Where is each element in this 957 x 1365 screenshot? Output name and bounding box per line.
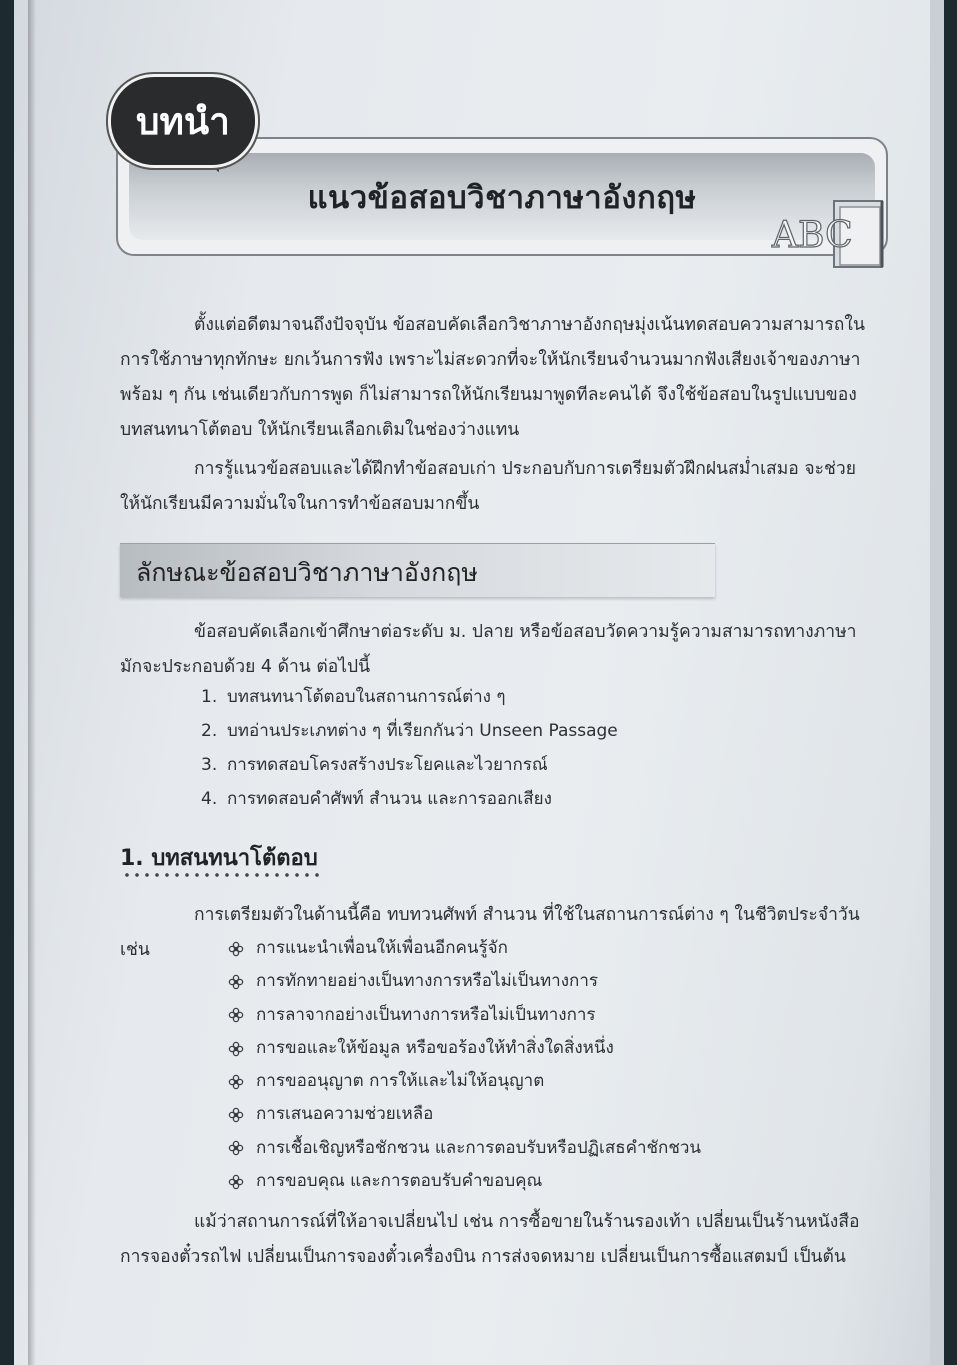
- flower-bullet-icon: [228, 1107, 244, 1123]
- list-text: การขออนุญาต การให้และไม่ให้อนุญาต: [256, 1071, 545, 1092]
- dialogue-intro-text: การเตรียมตัวในด้านนี้คือ ทบทวนศัพท์ สำนวน ที่ใช้ในสถานการณ์ต่าง ๆ ในชีวิตประจำวัน เช่น: [120, 905, 860, 960]
- situation-list: [228, 932, 701, 1198]
- flower-bullet-icon: [228, 1007, 244, 1023]
- page-edge: [930, 0, 944, 1365]
- dialogue-heading: 1. บทสนทนาโต้ตอบ: [120, 846, 318, 871]
- flower-bullet-icon: [228, 1074, 244, 1090]
- list-text: การทักทายอย่างเป็นทางการหรือไม่เป็นทางการ: [256, 971, 598, 992]
- section-paragraph: [120, 615, 895, 685]
- list-text: การขอและให้ข้อมูล หรือขอร้องให้ทำสิ่งใดสิ่งหนึ่ง: [256, 1037, 614, 1058]
- list-item: [201, 680, 618, 714]
- list-item: [201, 714, 618, 748]
- list-item: [228, 1132, 701, 1165]
- closing-line: การจองตั๋วรถไฟ เปลี่ยนเป็นการจองตั๋วเครื่องบิน การส่งจดหมาย เปลี่ยนเป็นการซื้อแสตมป์ เป็นต้น: [120, 1247, 846, 1267]
- intro-p2-line: ให้นักเรียนมีความมั่นใจในการทำข้อสอบมากขึ้น: [120, 494, 480, 514]
- title-banner-inner: [129, 153, 875, 240]
- intro-p1-line2: พร้อม ๆ กัน เช่นเดียวกับการพูด ก็ไม่สามารถให้นักเรียนมาพูดทีละคนได้ จึงใช้ข้อสอบในรูปแบบของ: [120, 385, 857, 405]
- list-item: [228, 999, 701, 1032]
- flower-bullet-icon: [228, 1140, 244, 1156]
- intro-p1-first: ตั้งแต่อดีตมาจนถึงปัจจุบัน ข้อสอบคัดเลือกวิชาภาษาอังกฤษมุ่งเน้นทดสอบความสามารถใน: [194, 315, 865, 335]
- list-text: บทอ่านประเภทต่าง ๆ ที่เรียกกันว่า Unseen Passage: [227, 721, 618, 741]
- intro-paragraph-2: [120, 452, 895, 522]
- page-title: แนวข้อสอบวิชาภาษาอังกฤษ: [307, 179, 697, 216]
- flower-bullet-icon: [228, 941, 244, 957]
- list-text: บทสนทนาโต้ตอบในสถานการณ์ต่าง ๆ: [227, 687, 506, 707]
- list-text: การขอบคุณ และการตอบรับคำขอบคุณ: [256, 1171, 543, 1192]
- list-item: [228, 1032, 701, 1065]
- flower-bullet-icon: [228, 974, 244, 990]
- heading-dotted-underline: [122, 872, 322, 878]
- page-gutter-shadow: [28, 0, 36, 1365]
- intro-p2-first: การรู้แนวข้อสอบและได้ฝึกทำข้อสอบเก่า ประกอบกับการเตรียมตัวฝึกฝนสม่ำเสมอ จะช่วย: [194, 459, 856, 479]
- list-item: [228, 965, 701, 998]
- intro-p1-line1: การใช้ภาษาทุกทักษะ ยกเว้นการฟัง เพราะไม่สะดวกที่จะให้นักเรียนจำนวนมากฟังเสียงเจ้าของภาษา: [120, 350, 861, 370]
- list-item: [201, 782, 618, 816]
- abc-book-icon: [770, 193, 888, 273]
- list-text: การทดสอบโครงสร้างประโยคและไวยากรณ์: [227, 755, 548, 775]
- exam-parts-list: [201, 680, 618, 816]
- list-text: การแนะนำเพื่อนให้เพื่อนอีกคนรู้จัก: [256, 938, 508, 958]
- section-p-line: มักจะประกอบด้วย 4 ด้าน ต่อไปนี้: [120, 657, 371, 677]
- dialogue-closing: [120, 1205, 895, 1275]
- flower-bullet-icon: [228, 1041, 244, 1057]
- abc-text: ABC: [772, 215, 853, 256]
- chapter-badge: บทนำ: [108, 74, 258, 168]
- list-item: [228, 1065, 701, 1098]
- list-number: 1.: [201, 687, 218, 707]
- list-text: การเสนอความช่วยเหลือ: [256, 1104, 434, 1125]
- list-item: [228, 1098, 701, 1131]
- list-item: [201, 748, 618, 782]
- intro-paragraph-1: [120, 308, 895, 448]
- list-item: [228, 1165, 701, 1198]
- list-text: การลาจากอย่างเป็นทางการหรือไม่เป็นทางการ: [256, 1004, 596, 1025]
- section-heading-box: [120, 543, 715, 597]
- intro-p1-line3: บทสนทนาโต้ตอบ ให้นักเรียนเลือกเติมในช่องว่างแทน: [120, 420, 520, 440]
- flower-bullet-icon: [228, 1174, 244, 1190]
- list-number: 4.: [201, 789, 218, 809]
- section-title: ลักษณะข้อสอบวิชาภาษาอังกฤษ: [136, 558, 478, 587]
- section-p-first: ข้อสอบคัดเลือกเข้าศึกษาต่อระดับ ม. ปลาย หรือข้อสอบวัดความรู้ความสามารถทางภาษา: [194, 622, 857, 642]
- list-text: การเชื้อเชิญหรือชักชวน และการตอบรับหรือปฏิเสธคำชักชวน: [256, 1137, 702, 1158]
- list-item: [228, 932, 701, 965]
- list-number: 2.: [201, 721, 218, 741]
- closing-first: แม้ว่าสถานการณ์ที่ให้อาจเปลี่ยนไป เช่น การซื้อขายในร้านรองเท้า เปลี่ยนเป็นร้านหนังสือ: [194, 1212, 860, 1232]
- list-number: 3.: [201, 755, 218, 775]
- list-text: การทดสอบคำศัพท์ สำนวน และการออกเสียง: [227, 789, 552, 809]
